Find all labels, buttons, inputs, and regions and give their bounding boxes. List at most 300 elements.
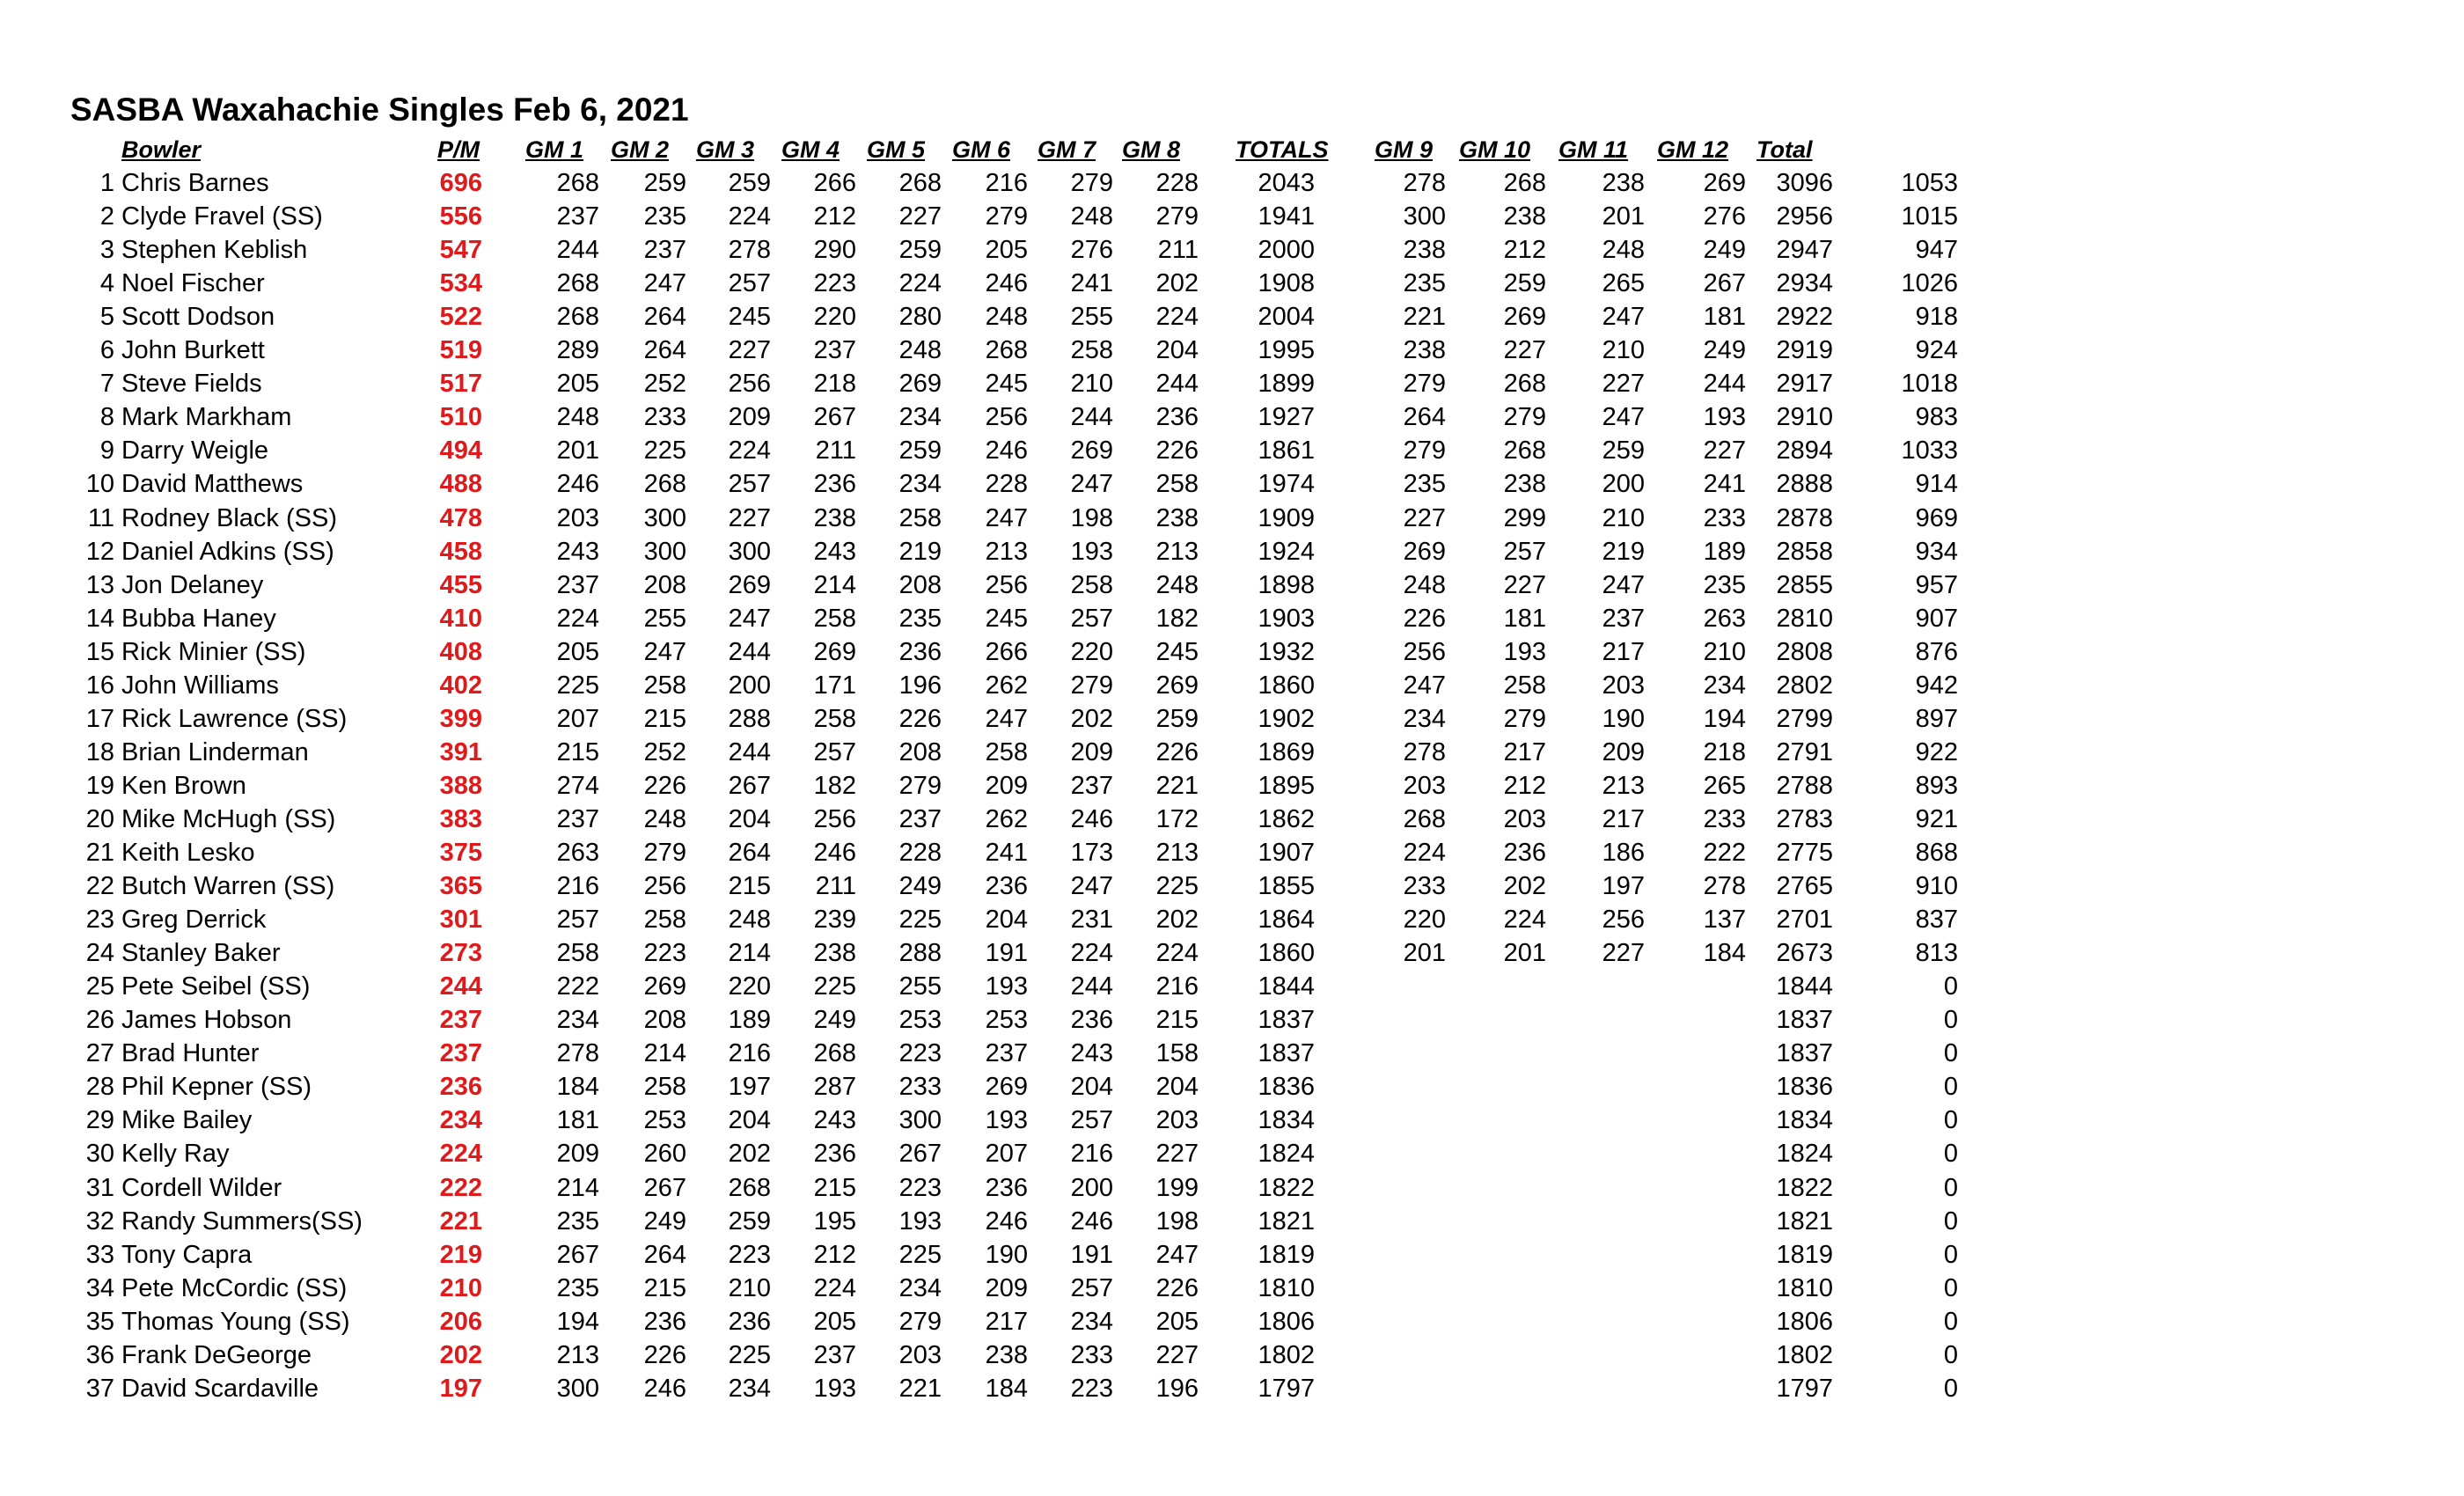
cell-g5: 193	[898, 1206, 942, 1236]
cell-extra: 813	[1915, 939, 1958, 968]
cell-totals: 1862	[1258, 804, 1315, 833]
cell-g6: 258	[985, 737, 1028, 766]
cell-g3: 248	[728, 906, 771, 935]
cell-g7: 237	[1070, 771, 1113, 800]
cell-pm: 224	[439, 1140, 482, 1169]
cell-g3: 209	[728, 403, 771, 432]
cell-g10: 224	[1503, 906, 1546, 935]
cell-g4: 268	[813, 1039, 856, 1068]
cell-rank: 2	[99, 202, 114, 231]
cell-g8: 236	[1155, 403, 1199, 432]
cell-g3: 224	[728, 436, 771, 466]
cell-rank: 8	[99, 403, 114, 432]
cell-g6: 190	[985, 1240, 1028, 1269]
cell-g12: 269	[1703, 169, 1746, 197]
cell-extra: 924	[1915, 336, 1958, 365]
cell-name: Mike McHugh (SS)	[121, 804, 336, 833]
cell-name: Clyde Fravel (SS)	[121, 202, 323, 231]
cell-g7: 258	[1070, 336, 1113, 365]
cell-g1: 268	[556, 303, 599, 332]
cell-name: Pete Seibel (SS)	[121, 972, 311, 1001]
cell-totals: 1861	[1258, 436, 1315, 466]
cell-g1: 274	[556, 771, 599, 800]
cell-g4: 258	[813, 604, 856, 633]
cell-name: Butch Warren (SS)	[121, 872, 335, 901]
cell-extra: 897	[1915, 704, 1958, 733]
cell-name: Stanley Baker	[121, 939, 281, 968]
cell-g7: 220	[1070, 637, 1113, 666]
cell-pm: 402	[439, 671, 482, 700]
cell-g4: 223	[813, 269, 856, 298]
cell-g6: 268	[985, 336, 1028, 365]
cell-totals: 1924	[1258, 537, 1315, 566]
cell-total: 2775	[1776, 839, 1833, 867]
cell-g8: 224	[1155, 939, 1199, 968]
cell-g3: 256	[728, 370, 771, 399]
cell-g4: 269	[813, 637, 856, 666]
cell-g12: 276	[1703, 202, 1746, 231]
cell-g8: 247	[1155, 1240, 1199, 1269]
cell-pm: 522	[439, 303, 482, 332]
cell-g6: 209	[985, 771, 1028, 800]
cell-g7: 255	[1070, 303, 1113, 332]
cell-g5: 236	[898, 637, 942, 666]
cell-rank: 32	[85, 1206, 114, 1236]
cell-g8: 216	[1155, 972, 1199, 1001]
cell-pm: 301	[439, 906, 482, 935]
cell-g7: 244	[1070, 972, 1113, 1001]
cell-g7: 243	[1070, 1039, 1113, 1068]
cell-g12: 181	[1703, 303, 1746, 332]
cell-g10: 258	[1503, 671, 1546, 700]
cell-g2: 300	[643, 503, 686, 532]
cell-g8: 204	[1155, 1073, 1199, 1102]
cell-g3: 264	[728, 839, 771, 867]
cell-g7: 279	[1070, 671, 1113, 700]
cell-rank: 3	[99, 236, 114, 265]
cell-name: David Matthews	[121, 470, 304, 499]
cell-g5: 258	[898, 503, 942, 532]
cell-g11: 259	[1602, 436, 1645, 466]
cell-g5: 300	[898, 1106, 942, 1135]
cell-g3: 189	[728, 1006, 771, 1035]
cell-g8: 238	[1155, 503, 1199, 532]
cell-g4: 205	[813, 1307, 856, 1336]
cell-extra: 969	[1915, 503, 1958, 532]
cell-pm: 519	[439, 336, 482, 365]
cell-pm: 388	[439, 771, 482, 800]
column-header: GM 12	[1657, 136, 1729, 163]
cell-g3: 215	[728, 872, 771, 901]
cell-name: Greg Derrick	[121, 906, 267, 935]
cell-g3: 225	[728, 1340, 771, 1369]
cell-name: Steve Fields	[121, 370, 262, 399]
cell-total: 2888	[1776, 470, 1833, 499]
cell-g2: 264	[643, 1240, 686, 1269]
cell-g12: 244	[1703, 370, 1746, 399]
cell-totals: 1802	[1258, 1340, 1315, 1369]
cell-g3: 220	[728, 972, 771, 1001]
cell-g3: 234	[728, 1374, 771, 1403]
cell-g4: 239	[813, 906, 856, 935]
cell-g4: 238	[813, 939, 856, 968]
cell-g1: 263	[556, 839, 599, 867]
cell-g8: 158	[1155, 1039, 1199, 1068]
column-header: GM 6	[952, 136, 1011, 163]
cell-g10: 238	[1503, 202, 1546, 231]
cell-g3: 227	[728, 503, 771, 532]
cell-g4: 237	[813, 336, 856, 365]
cell-extra: 918	[1915, 303, 1958, 332]
cell-g5: 248	[898, 336, 942, 365]
cell-g12: 267	[1703, 269, 1746, 298]
cell-totals: 1898	[1258, 570, 1315, 599]
cell-g3: 200	[728, 671, 771, 700]
cell-pm: 244	[439, 972, 482, 1001]
cell-g5: 233	[898, 1073, 942, 1102]
cell-g3: 224	[728, 202, 771, 231]
cell-rank: 13	[85, 570, 114, 599]
column-header: GM 2	[611, 136, 670, 163]
cell-g8: 269	[1155, 671, 1199, 700]
cell-g2: 247	[643, 269, 686, 298]
cell-name: Jon Delaney	[121, 570, 264, 599]
cell-extra: 1033	[1901, 436, 1958, 466]
cell-g4: 212	[813, 1240, 856, 1269]
cell-g9: 248	[1403, 570, 1446, 599]
cell-g5: 255	[898, 972, 942, 1001]
cell-name: Frank DeGeorge	[121, 1340, 312, 1369]
cell-g6: 262	[985, 671, 1028, 700]
cell-totals: 1932	[1258, 637, 1315, 666]
cell-g5: 234	[898, 470, 942, 499]
cell-name: Phil Kepner (SS)	[121, 1073, 312, 1102]
page-title: SASBA Waxahachie Singles Feb 6, 2021	[70, 92, 689, 128]
cell-totals: 1902	[1258, 704, 1315, 733]
cell-name: Randy Summers(SS)	[121, 1206, 363, 1236]
cell-g1: 289	[556, 336, 599, 365]
cell-g10: 181	[1503, 604, 1546, 633]
cell-g8: 227	[1155, 1340, 1199, 1369]
cell-g2: 208	[643, 570, 686, 599]
cell-g3: 223	[728, 1240, 771, 1269]
cell-pm: 410	[439, 604, 482, 633]
cell-name: Mike Bailey	[121, 1106, 253, 1135]
cell-g8: 213	[1155, 537, 1199, 566]
cell-g9: 234	[1403, 704, 1446, 733]
cell-g2: 208	[643, 1006, 686, 1035]
cell-g2: 258	[643, 1073, 686, 1102]
cell-name: Thomas Young (SS)	[121, 1307, 350, 1336]
cell-total: 2910	[1776, 403, 1833, 432]
cell-g2: 226	[643, 1340, 686, 1369]
cell-g10: 259	[1503, 269, 1546, 298]
cell-g8: 259	[1155, 704, 1199, 733]
column-header: TOTALS	[1236, 136, 1329, 163]
cell-total: 1836	[1776, 1073, 1833, 1102]
cell-total: 1822	[1776, 1173, 1833, 1202]
cell-g8: 182	[1155, 604, 1199, 633]
cell-pm: 206	[439, 1307, 482, 1336]
cell-g3: 216	[728, 1039, 771, 1068]
cell-g3: 244	[728, 737, 771, 766]
cell-g5: 208	[898, 570, 942, 599]
cell-name: Pete McCordic (SS)	[121, 1273, 348, 1302]
cell-g12: 233	[1703, 804, 1746, 833]
cell-g2: 246	[643, 1374, 686, 1403]
cell-total: 2919	[1776, 336, 1833, 365]
cell-g11: 238	[1602, 169, 1645, 197]
cell-g1: 205	[556, 637, 599, 666]
cell-g7: 233	[1070, 1340, 1113, 1369]
cell-g5: 259	[898, 236, 942, 265]
cell-g11: 227	[1602, 939, 1645, 968]
cell-g11: 217	[1602, 804, 1645, 833]
cell-g10: 227	[1503, 570, 1546, 599]
cell-g9: 247	[1403, 671, 1446, 700]
cell-total: 2858	[1776, 537, 1833, 566]
cell-extra: 1018	[1901, 370, 1958, 399]
cell-extra: 0	[1943, 1106, 1958, 1135]
cell-g10: 202	[1503, 872, 1546, 901]
cell-pm: 534	[439, 269, 482, 298]
cell-g7: 173	[1070, 839, 1113, 867]
cell-g1: 237	[556, 804, 599, 833]
cell-g5: 259	[898, 436, 942, 466]
cell-pm: 383	[439, 804, 482, 833]
cell-g9: 221	[1403, 303, 1446, 332]
cell-pm: 237	[439, 1039, 482, 1068]
cell-g9: 227	[1403, 503, 1446, 532]
cell-g2: 255	[643, 604, 686, 633]
cell-name: Brad Hunter	[121, 1039, 260, 1068]
cell-g8: 203	[1155, 1106, 1199, 1135]
cell-total: 2894	[1776, 436, 1833, 466]
cell-g2: 256	[643, 872, 686, 901]
cell-g5: 196	[898, 671, 942, 700]
cell-pm: 236	[439, 1073, 482, 1102]
cell-rank: 30	[85, 1140, 114, 1169]
cell-g1: 184	[556, 1073, 599, 1102]
cell-rank: 6	[99, 336, 114, 365]
cell-rank: 18	[85, 737, 114, 766]
cell-g6: 237	[985, 1039, 1028, 1068]
column-header: GM 3	[696, 136, 755, 163]
cell-g8: 258	[1155, 470, 1199, 499]
cell-g7: 257	[1070, 604, 1113, 633]
cell-g2: 247	[643, 637, 686, 666]
cell-g5: 269	[898, 370, 942, 399]
cell-name: Kelly Ray	[121, 1140, 230, 1169]
cell-g1: 235	[556, 1206, 599, 1236]
cell-pm: 478	[439, 503, 482, 532]
cell-g7: 244	[1070, 403, 1113, 432]
cell-g1: 243	[556, 537, 599, 566]
cell-total: 2956	[1776, 202, 1833, 231]
cell-g9: 269	[1403, 537, 1446, 566]
cell-pm: 273	[439, 939, 482, 968]
cell-g6: 236	[985, 872, 1028, 901]
cell-g6: 266	[985, 637, 1028, 666]
cell-g12: 227	[1703, 436, 1746, 466]
cell-g8: 226	[1155, 737, 1199, 766]
cell-g9: 300	[1403, 202, 1446, 231]
cell-g4: 211	[815, 436, 856, 466]
cell-name: John Burkett	[121, 336, 265, 365]
cell-g1: 268	[556, 269, 599, 298]
cell-total: 2802	[1776, 671, 1833, 700]
cell-rank: 24	[85, 939, 114, 968]
cell-g11: 190	[1602, 704, 1645, 733]
cell-totals: 1837	[1258, 1006, 1315, 1035]
cell-total: 2799	[1776, 704, 1833, 733]
cell-g4: 193	[813, 1374, 856, 1403]
cell-g12: 222	[1703, 839, 1746, 867]
cell-g6: 236	[985, 1173, 1028, 1202]
cell-g12: 249	[1703, 336, 1746, 365]
cell-g11: 210	[1602, 503, 1645, 532]
cell-g4: 249	[813, 1006, 856, 1035]
cell-totals: 1810	[1258, 1273, 1315, 1302]
cell-g10: 268	[1503, 370, 1546, 399]
column-header: GM 11	[1558, 136, 1629, 163]
cell-g10: 269	[1503, 303, 1546, 332]
cell-g12: 189	[1703, 537, 1746, 566]
cell-g7: 248	[1070, 202, 1113, 231]
cell-g2: 236	[643, 1307, 686, 1336]
cell-g3: 247	[728, 604, 771, 633]
cell-rank: 31	[85, 1173, 114, 1202]
cell-g6: 248	[985, 303, 1028, 332]
cell-rank: 7	[99, 370, 114, 399]
cell-g11: 210	[1602, 336, 1645, 365]
cell-g10: 299	[1503, 503, 1546, 532]
cell-g5: 288	[898, 939, 942, 968]
cell-g5: 223	[898, 1173, 942, 1202]
cell-g7: 224	[1070, 939, 1113, 968]
cell-g3: 204	[728, 804, 771, 833]
cell-g10: 279	[1503, 704, 1546, 733]
cell-pm: 458	[439, 537, 482, 566]
cell-rank: 15	[85, 637, 114, 666]
column-header: GM 4	[781, 136, 840, 163]
cell-g6: 217	[985, 1307, 1028, 1336]
cell-name: David Scardaville	[121, 1374, 319, 1403]
column-header: P/M	[437, 136, 480, 163]
cell-extra: 0	[1943, 1140, 1958, 1169]
cell-name: Noel Fischer	[121, 269, 265, 298]
cell-g4: 257	[813, 737, 856, 766]
cell-extra: 910	[1915, 872, 1958, 901]
cell-totals: 2000	[1258, 236, 1315, 265]
cell-pm: 510	[439, 403, 482, 432]
cell-g3: 257	[728, 269, 771, 298]
cell-g11: 247	[1602, 403, 1645, 432]
cell-g1: 237	[556, 570, 599, 599]
cell-totals: 1927	[1258, 403, 1315, 432]
cell-total: 2788	[1776, 771, 1833, 800]
cell-g1: 205	[556, 370, 599, 399]
cell-extra: 0	[1943, 1173, 1958, 1202]
cell-g4: 243	[813, 1106, 856, 1135]
cell-totals: 2043	[1258, 169, 1315, 197]
cell-rank: 37	[85, 1374, 114, 1403]
cell-g8: 215	[1155, 1006, 1199, 1035]
cell-g12: 193	[1703, 403, 1746, 432]
cell-g6: 184	[985, 1374, 1028, 1403]
cell-g6: 247	[985, 704, 1028, 733]
cell-g10: 268	[1503, 436, 1546, 466]
cell-g1: 216	[556, 872, 599, 901]
cell-g9: 279	[1403, 370, 1446, 399]
cell-g3: 245	[728, 303, 771, 332]
cell-pm: 197	[439, 1374, 482, 1403]
cell-extra: 0	[1943, 1206, 1958, 1236]
cell-g6: 256	[985, 403, 1028, 432]
cell-g10: 238	[1503, 470, 1546, 499]
column-header: Total	[1756, 136, 1813, 163]
cell-totals: 1974	[1258, 470, 1315, 499]
cell-extra: 921	[1915, 804, 1958, 833]
cell-rank: 28	[85, 1073, 114, 1102]
cell-g10: 203	[1503, 804, 1546, 833]
cell-extra: 0	[1943, 1307, 1958, 1336]
cell-g10: 268	[1503, 169, 1546, 197]
cell-pm: 408	[439, 637, 482, 666]
cell-extra: 922	[1915, 737, 1958, 766]
cell-totals: 1907	[1258, 839, 1315, 867]
cell-total: 2791	[1776, 737, 1833, 766]
cell-g9: 226	[1403, 604, 1446, 633]
cell-rank: 26	[85, 1006, 114, 1035]
cell-g4: 214	[813, 570, 856, 599]
cell-g7: 276	[1070, 236, 1113, 265]
cell-pm: 234	[439, 1106, 482, 1135]
cell-g7: 246	[1070, 804, 1113, 833]
cell-total: 1797	[1776, 1374, 1833, 1403]
cell-g5: 234	[898, 1273, 942, 1302]
cell-totals: 2004	[1258, 303, 1315, 332]
cell-g6: 191	[985, 939, 1028, 968]
cell-total: 2673	[1776, 939, 1833, 968]
cell-pm: 375	[439, 839, 482, 867]
cell-totals: 1908	[1258, 269, 1315, 298]
cell-totals: 1995	[1258, 336, 1315, 365]
cell-g12: 265	[1703, 771, 1746, 800]
cell-g8: 224	[1155, 303, 1199, 332]
cell-total: 1837	[1776, 1006, 1833, 1035]
cell-g12: 249	[1703, 236, 1746, 265]
cell-g1: 268	[556, 169, 599, 197]
cell-pm: 237	[439, 1006, 482, 1035]
cell-g1: 248	[556, 403, 599, 432]
cell-rank: 36	[85, 1340, 114, 1369]
cell-total: 2934	[1776, 269, 1833, 298]
cell-rank: 23	[85, 906, 114, 935]
cell-extra: 942	[1915, 671, 1958, 700]
cell-g1: 207	[556, 704, 599, 733]
cell-name: Chris Barnes	[121, 169, 269, 197]
cell-g2: 260	[643, 1140, 686, 1169]
cell-g7: 209	[1070, 737, 1113, 766]
cell-rank: 5	[99, 303, 114, 332]
cell-g2: 259	[643, 169, 686, 197]
cell-g12: 233	[1703, 503, 1746, 532]
cell-totals: 1869	[1258, 737, 1315, 766]
cell-g4: 287	[813, 1073, 856, 1102]
cell-extra: 0	[1943, 1073, 1958, 1102]
cell-pm: 365	[439, 872, 482, 901]
